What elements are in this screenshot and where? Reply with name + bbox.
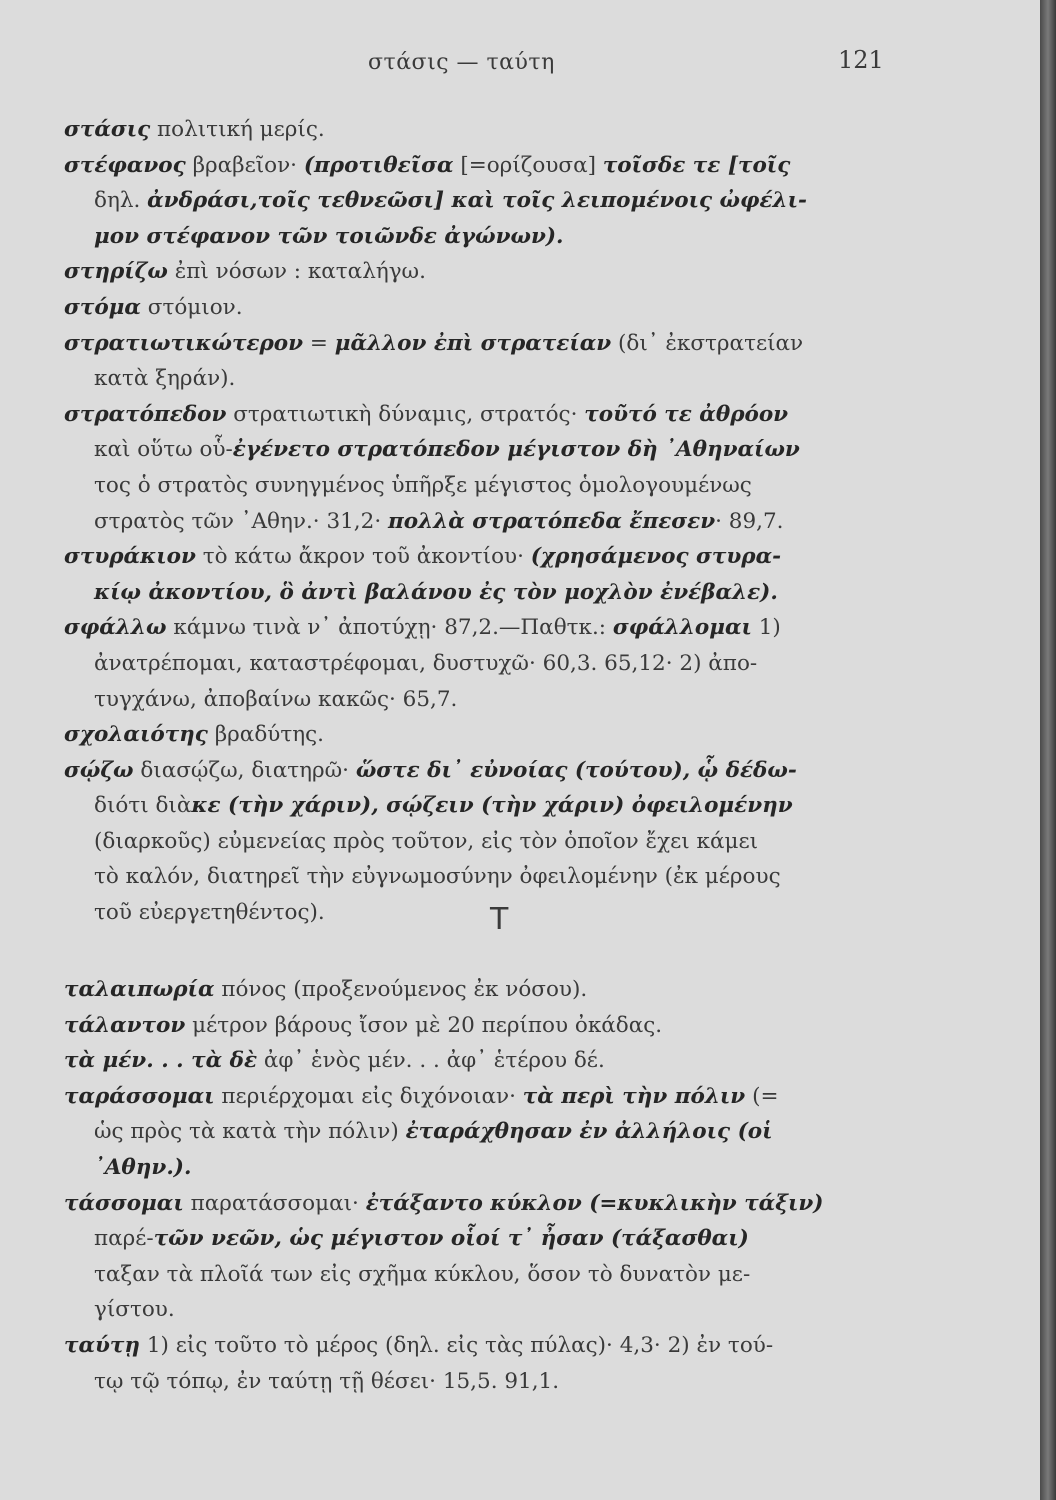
quotation: μᾶλλον ἐπὶ στρατείαν <box>334 330 612 356</box>
quotation: ἐτάξαντο κύκλον (=κυκλικὴν τάξιν) <box>365 1190 824 1216</box>
dictionary-entry <box>64 539 914 610</box>
definition-text: ὡς πρὸς τὰ κατὰ τὴν πόλιν) <box>94 1119 406 1145</box>
quotation: ἀνδράσι, <box>147 188 258 214</box>
definition-text: βραδύτης. <box>207 722 324 748</box>
quotation: (χρησάμενος στυρα- <box>530 544 782 570</box>
definition-text: πόνος (προξενούμενος ἐκ νόσου). <box>214 977 588 1002</box>
definition-text: τὸ καλόν, διατηρεῖ τὴν εὐγνωμοσύνην ὀφειλομένην (ἐκ μέρους <box>94 864 781 890</box>
definition-text: πολιτική μερίς. <box>150 117 325 142</box>
definition-text: περιέρχομαι εἰς διχόνοιαν· <box>214 1083 523 1109</box>
entry-line <box>64 219 914 255</box>
entry-line <box>64 1257 914 1293</box>
definition-text: κάμνω τινὰ ν᾽ ἀποτύχῃ· 87,2.—Παθτκ.: <box>166 615 613 641</box>
dictionary-entry <box>64 112 914 148</box>
headword: σχολαιότης <box>64 722 208 748</box>
section-letter: Τ <box>490 902 509 937</box>
definition-text: 1) <box>751 615 781 641</box>
definition-text: ταξαν τὰ πλοῖά των εἰς σχῆμα κύκλου, ὅσον τὸ δυνατὸν με- <box>94 1261 751 1287</box>
definition-text: στρατιωτικὴ δύναμις, στρατός· <box>226 401 585 427</box>
dictionary-entry <box>64 1328 914 1399</box>
dictionary-entry <box>64 397 914 539</box>
dictionary-entry <box>64 148 914 255</box>
entry-line <box>64 1186 914 1222</box>
definition-text: (= <box>745 1083 779 1109</box>
entry-line <box>64 1364 914 1400</box>
entry-line <box>64 112 914 148</box>
entry-line <box>64 1328 914 1364</box>
dictionary-entry <box>64 972 914 1008</box>
definition-text: στρατὸς τῶν ᾽Αθην.· 31,2· <box>94 508 388 534</box>
dictionary-entry <box>64 1008 914 1044</box>
entry-line <box>64 254 914 290</box>
headword: σφάλλω <box>64 615 167 641</box>
headword: στυράκιον <box>64 544 196 570</box>
entry-line <box>64 717 914 753</box>
headword: ταράσσομαι <box>64 1083 215 1109</box>
definition-text: τοῦ εὐεργετηθέντος). <box>94 900 325 926</box>
entry-line <box>64 1079 914 1115</box>
quotation: ἐταράχθησαν ἐν ἀλλήλοις (οἱ <box>405 1119 773 1145</box>
entry-line <box>64 183 914 219</box>
headword: τάσσομαι <box>64 1190 184 1216</box>
quotation: τῶν νεῶν, ὡς μέγιστον οἷοί τ᾽ ἦσαν (τάξασθαι) <box>153 1226 749 1252</box>
definition-text: (διαρκοῦς) εὐμενείας πρὸς τοῦτον, εἰς τὸν ὁποῖον ἔχει κάμει <box>94 828 759 854</box>
dictionary-entry <box>64 254 914 290</box>
headword: στέφανος <box>64 152 186 178</box>
entry-line <box>64 1221 914 1257</box>
entry-line <box>64 788 914 824</box>
headword: στόμα <box>64 294 141 320</box>
quotation: τοῦτό τε ἀθρόον <box>584 401 789 427</box>
entry-line <box>64 539 914 575</box>
definition-text: τὸ κάτω ἄκρον τοῦ ἀκοντίου· <box>195 544 531 570</box>
entry-line <box>64 1008 914 1044</box>
headword: στάσις <box>64 117 151 142</box>
definition-text: ἀφ᾽ ἑνὸς μέν. . . ἀφ᾽ ἑτέρου δέ. <box>257 1048 605 1074</box>
definition-text: βραβεῖον· <box>185 152 304 178</box>
entry-line <box>64 859 914 895</box>
definition-text: ἐπὶ νόσων : καταλήγω. <box>167 259 426 285</box>
definition-text: κατὰ ξηράν). <box>94 366 236 392</box>
entry-line <box>64 575 914 611</box>
definition-text: (δι᾽ ἐκστρατείαν <box>611 330 804 356</box>
entry-line <box>64 682 914 718</box>
entry-line <box>64 468 914 504</box>
entry-line <box>64 361 914 397</box>
entry-line <box>64 432 914 468</box>
headword: ταύτῃ <box>64 1332 141 1358</box>
definition-text: [=ορίζουσα] <box>453 152 603 178</box>
definition-text: διότι διὰ <box>94 793 192 819</box>
headword: τάλαντον <box>64 1012 186 1038</box>
quotation: τοῖς τεθνεῶσι] καὶ τοῖς λειπομένοις ὠφέλι- <box>257 188 807 214</box>
dictionary-entry <box>64 326 914 397</box>
entry-line <box>64 504 914 540</box>
definition-text: παρέ- <box>94 1226 154 1252</box>
entry-line <box>64 290 914 326</box>
definition-text: καὶ οὕτω οὗ- <box>94 437 233 463</box>
quotation: πολλὰ στρατόπεδα ἔπεσεν <box>388 508 716 534</box>
quotation: ὥστε δι᾽ εὐνοίας (τούτου), ᾧ δέδω- <box>355 757 797 783</box>
entry-line <box>64 1150 914 1186</box>
definition-text: τος ὁ στρατὸς συνηγμένος ὑπῆρξε μέγιστος ὁμολογουμένως <box>94 472 752 498</box>
headword: ταλαιπωρία <box>64 977 215 1002</box>
definition-text: τυγχάνω, ἀποβαίνω κακῶς· 65,7. <box>94 686 458 712</box>
dictionary-entry <box>64 290 914 326</box>
entry-line <box>64 610 914 646</box>
definition-text: μέτρον βάρους ἴσον μὲ 20 περίπου ὀκάδας. <box>185 1012 663 1038</box>
definition-text: διασῴζω, διατηρῶ· <box>133 757 356 783</box>
definition-text: στόμιον. <box>140 294 243 320</box>
dictionary-entry <box>64 1043 914 1079</box>
entry-line <box>64 148 914 184</box>
headword: στρατόπεδον <box>64 401 227 427</box>
headword: στηρίζω <box>64 259 168 285</box>
headword: τὰ μέν. . . τὰ δὲ <box>64 1048 258 1074</box>
quotation: τοῖσδε τε [τοῖς <box>602 152 791 178</box>
quotation: (προτιθεῖσα <box>303 152 454 178</box>
dictionary-entry <box>64 1079 914 1186</box>
definition-text: δηλ. <box>94 188 148 214</box>
dictionary-entry <box>64 610 914 717</box>
entry-line <box>64 895 914 931</box>
entry-line <box>64 397 914 433</box>
entry-line <box>64 1114 914 1150</box>
quotation: τὰ περὶ τὴν πόλιν <box>522 1083 746 1109</box>
headword: σῴζω <box>64 757 134 783</box>
quotation: ἐγένετο στρατόπεδον μέγιστον δὴ ᾽Αθηναίων <box>232 437 800 463</box>
definition-text: = <box>303 330 335 356</box>
entry-line <box>64 646 914 682</box>
dictionary-entries-tau <box>64 972 914 1399</box>
running-head: στάσις — ταύτη <box>368 50 555 75</box>
dictionary-entry <box>64 753 914 931</box>
entry-line <box>64 1292 914 1328</box>
definition-text: τῳ τῷ τόπῳ, ἐν ταύτῃ τῇ θέσει· 15,5. 91,1. <box>94 1368 560 1394</box>
definition-text: παρατάσσομαι· <box>183 1190 366 1216</box>
headword: στρατιωτικώτερον <box>64 330 304 356</box>
quotation: ᾽Αθην.). <box>94 1154 192 1180</box>
dictionary-entries-sigma <box>64 112 914 931</box>
quotation: μον στέφανον τῶν τοιῶνδε ἀγώνων). <box>94 223 564 249</box>
page-header <box>0 42 1040 82</box>
definition-text: γίστου. <box>94 1297 175 1323</box>
page-edge <box>1040 0 1056 1500</box>
entry-line <box>64 753 914 789</box>
entry-line <box>64 824 914 860</box>
quotation: σφάλλομαι <box>612 615 752 641</box>
quotation: κε (τὴν χάριν), σῴζειν (τὴν χάριν) ὀφειλομένην <box>191 793 793 819</box>
definition-text: 1) εἰς τοῦτο τὸ μέρος (δηλ. εἰς τὰς πύλας)· 4,3· 2) ἐν τού- <box>140 1332 774 1358</box>
dictionary-entry <box>64 717 914 753</box>
entry-line <box>64 1043 914 1079</box>
quotation: κίῳ ἀκοντίου, ὃ ἀντὶ βαλάνου ἐς τὸν μοχλὸν ἐνέβαλε). <box>94 579 778 605</box>
definition-text: ἀνατρέπομαι, καταστρέφομαι, δυστυχῶ· 60,3. 65,12· 2) ἀπο- <box>94 650 758 676</box>
page-number: 121 <box>838 46 884 74</box>
definition-text: · 89,7. <box>715 508 784 534</box>
dictionary-entry <box>64 1186 914 1328</box>
entry-line <box>64 972 914 1008</box>
entry-line <box>64 326 914 362</box>
